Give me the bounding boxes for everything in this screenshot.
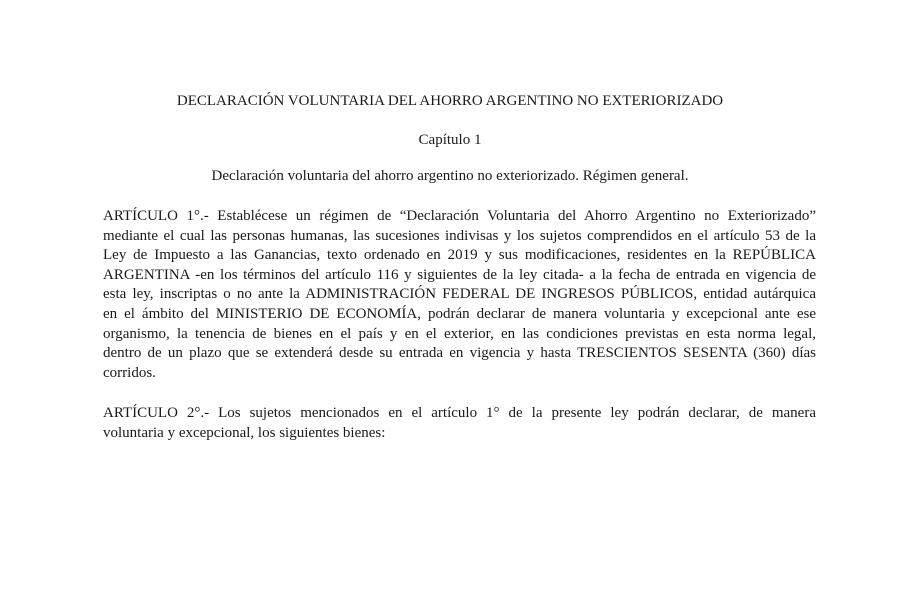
article-1-line: organismo, la tenencia de bienes en el país y en el exterior, en las condiciones previstas en esta norma legal, (103, 325, 816, 342)
article-1-line: mediante el cual las personas humanas, las sucesiones indivisas y los sujetos comprendidos en el artículo 53 de la (103, 227, 816, 244)
article-1-line: ARTÍCULO 1°.- Establécese un régimen de “Declaración Voluntaria del Ahorro Argentino no Exteriorizado” (103, 208, 816, 224)
article-2 (103, 404, 816, 443)
article-1-line: en el ámbito del MINISTERIO DE ECONOMÍA, podrán declarar de manera voluntaria y excepcional ante ese (103, 305, 816, 322)
article-1-line: esta ley, inscriptas o no ante la ADMINISTRACIÓN FEDERAL DE INGRESOS PÚBLICOS, entidad autárquica (103, 286, 816, 303)
article-2-line: voluntaria y excepcional, los siguientes bienes: (103, 424, 386, 441)
article-1-line: Ley de Impuesto a las Ganancias, texto ordenado en 2019 y sus modificaciones, residentes en la REPÚBLICA (103, 247, 816, 264)
article-1-line: dentro de un plazo que se extenderá desde su entrada en vigencia y hasta TRESCIENTOS SESENTA (360) días (103, 345, 816, 362)
article-1-line: ARGENTINA -en los términos del artículo 116 y siguientes de la ley citada- a la fecha de entrada en vigencia de (103, 266, 816, 283)
chapter-subtitle: Declaración voluntaria del ahorro argentino no exteriorizado. Régimen general. (211, 168, 689, 184)
article-2-line: ARTÍCULO 2°.- Los sujetos mencionados en el artículo 1° de la presente ley podrán declarar, de manera (103, 405, 816, 421)
chapter-heading: Capítulo 1 (418, 132, 482, 148)
document-title: DECLARACIÓN VOLUNTARIA DEL AHORRO ARGENTINO NO EXTERIORIZADO (176, 93, 724, 109)
article-1 (103, 207, 816, 383)
article-1-line: corridos. (103, 364, 156, 381)
